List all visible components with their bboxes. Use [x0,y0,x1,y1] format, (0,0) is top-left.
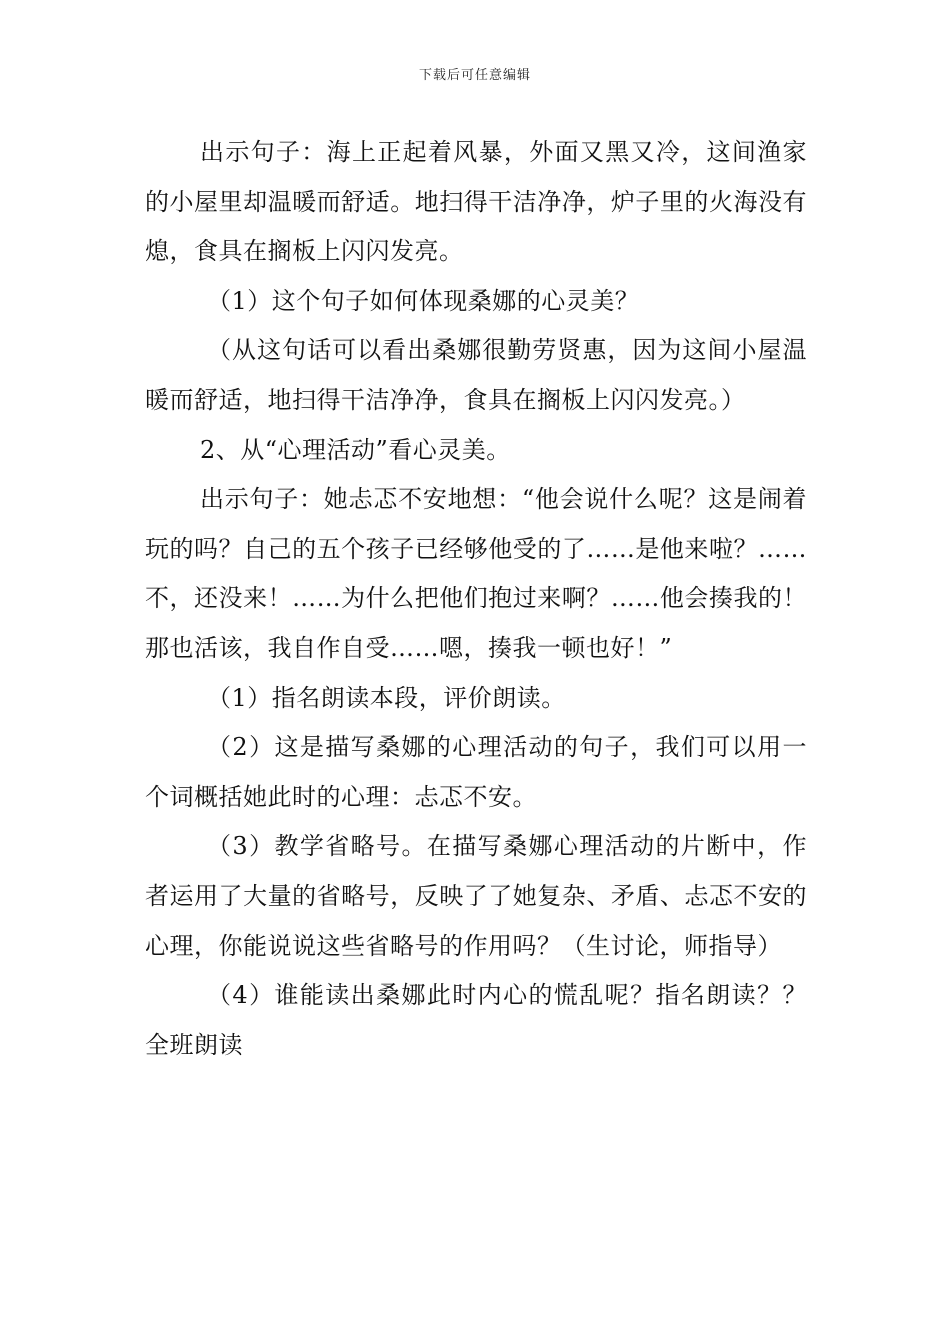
paragraph-sentence-1: 出示句子：海上正起着风暴，外面又黑又冷，这间渔家的小屋里却温暖而舒适。地扫得干洁净净，炉子里的火海没有熄，食具在搁板上闪闪发亮。 [145,138,807,266]
paragraph-section-2: 2、从“心理活动”看心灵美。 [200,435,511,464]
document-body [145,128,807,1070]
paragraph-question-1: （1）这个句子如何体现桑娜的心灵美？ [207,286,640,315]
page-header-note: 下载后可任意编辑 [418,68,531,83]
paragraph-step-3: （3）教学省略号。在描写桑娜心理活动的片断中，作者运用了大量的省略号，反映了了她复杂、矛盾、忐忑不安的心理，你能说说这些省略号的作用吗？（生讨论，师指导） [145,832,807,960]
paragraph-step-2: （2）这是描写桑娜的心理活动的句子，我们可以用一个词概括她此时的心理：忐忑不安。 [145,733,807,811]
paragraph-step-1: （1）指名朗读本段，评价朗读。 [207,683,566,712]
paragraph-sentence-2: 出示句子：她忐忑不安地想：“他会说什么呢？这是闹着玩的吗？自己的五个孩子已经够他受的了……是他来啦？……不，还没来！……为什么把他们抱过来啊？……他会揍我的！那也活该，我自作自受……嗯，揍我一顿也好！” [145,485,807,662]
paragraph-answer-1: （从这句话可以看出桑娜很勤劳贤惠，因为这间小屋温暖而舒适，地扫得干洁净净，食具在搁板上闪闪发亮。） [145,336,807,414]
paragraph-step-4: （4）谁能读出桑娜此时内心的慌乱呢？指名朗读？？全班朗读 [145,981,807,1059]
